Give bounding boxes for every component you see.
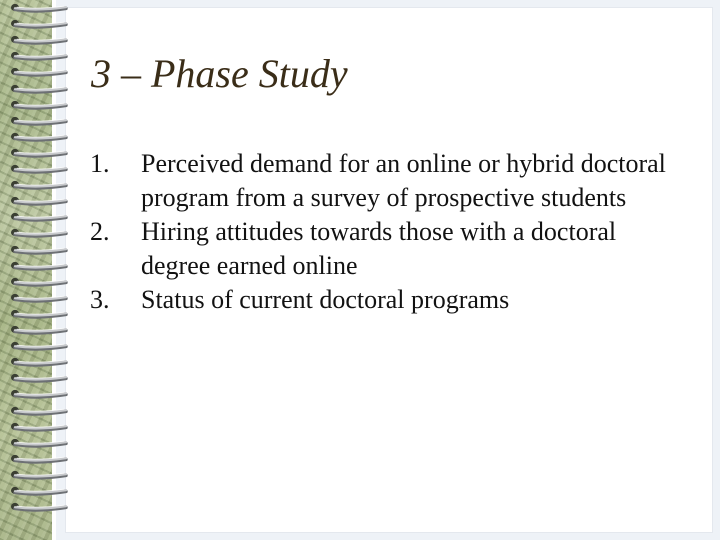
list-item (90, 147, 690, 215)
binding-ring (8, 276, 70, 287)
binding-ring (8, 453, 70, 464)
list-item-text: Hiring attitudes towards those with a doctoral degree earned online (141, 217, 617, 280)
binding-ring (8, 34, 70, 45)
binding-ring (8, 388, 70, 399)
binding-ring (8, 147, 70, 158)
binding-ring (8, 195, 70, 206)
binding-ring (8, 179, 70, 190)
spiral-binding (8, 2, 72, 538)
binding-ring (8, 244, 70, 255)
list-item-number: 3. (90, 285, 110, 314)
numbered-list (90, 147, 690, 317)
list-item-text: Perceived demand for an online or hybrid doctoral program from a survey of prospective students (141, 149, 666, 212)
binding-ring (8, 405, 70, 416)
binding-ring (8, 83, 70, 94)
binding-ring (8, 131, 70, 142)
binding-ring (8, 50, 70, 61)
binding-ring (8, 227, 70, 238)
slide-title: 3 – Phase Study (91, 51, 348, 96)
binding-ring (8, 437, 70, 448)
list-item-text: Status of current doctoral programs (141, 285, 510, 314)
binding-ring (8, 99, 70, 110)
binding-ring (8, 469, 70, 480)
binding-ring (8, 260, 70, 271)
binding-ring (8, 372, 70, 383)
binding-ring (8, 308, 70, 319)
binding-ring (8, 211, 70, 222)
binding-ring (8, 2, 70, 13)
binding-ring (8, 356, 70, 367)
binding-ring (8, 485, 70, 496)
binding-ring (8, 501, 70, 512)
list-item-number: 1. (90, 149, 110, 178)
binding-ring (8, 66, 70, 77)
binding-ring (8, 115, 70, 126)
binding-ring (8, 340, 70, 351)
binding-ring (8, 18, 70, 29)
binding-ring (8, 292, 70, 303)
binding-ring (8, 163, 70, 174)
binding-ring (8, 324, 70, 335)
list-item (90, 215, 690, 283)
list-item (90, 283, 690, 317)
binding-ring (8, 421, 70, 432)
list-item-number: 2. (90, 217, 110, 246)
